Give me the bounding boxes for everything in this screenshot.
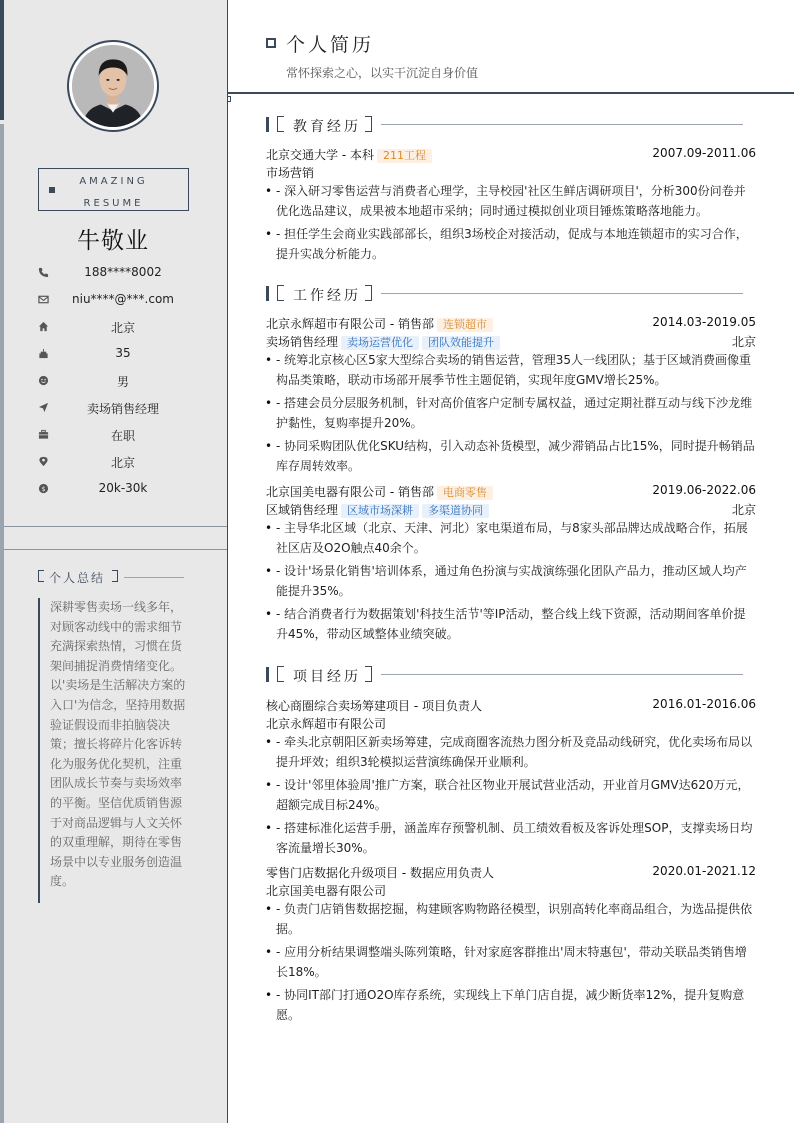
info-row-position [38, 397, 190, 424]
avatar-photo [72, 45, 154, 127]
summary-text: 深耕零售卖场一线多年，对顾客动线中的需求细节充满探索热情，习惯在货架间捕捉消费情绪变化。以'卖场是生活解决方案的入口'为信念，坚持用数据验证假设而非拍脑袋决策；擅长将碎片化客诉转化为服务优化契机，注重团队成长节奏与卖场效率的平衡。坚信优质销售源于对商品逻辑与人文关怀的双重理解，期待在零售场景中以专业服务创造温度。 [38, 598, 188, 903]
major-row [266, 163, 756, 181]
project-name-row [266, 696, 756, 714]
section-title: 教育经历 [293, 119, 361, 135]
person-portrait-icon [72, 45, 154, 127]
list-item: • - 深入研习零售运营与消费者心理学，主导校园'社区生鲜店调研项目'，分析300份问卷并优化选品建议，成果被本地超市采纳；同时通过模拟创业项目锤炼策略落地能力。 [266, 182, 756, 221]
project-bullets [266, 733, 756, 859]
section-bar [266, 286, 269, 301]
project-entry-2 [266, 863, 756, 1030]
info-value: 北京 [110, 456, 135, 470]
header-divider-mark [228, 96, 231, 102]
job-bullets [266, 519, 756, 645]
bracket-left-icon [277, 116, 284, 132]
info-row-hometown [38, 316, 190, 343]
info-row-age [38, 343, 190, 370]
list-item: • - 搭建标准化运营手册，涵盖库存预警机制、员工绩效看板及客诉处理SOP，支撑卖场日均客流量增长30%。 [266, 819, 756, 858]
education-date: 2007.09-2011.06 [652, 146, 756, 160]
info-row-status [38, 424, 190, 451]
sidebar-divider [4, 549, 227, 550]
work-heading [266, 285, 746, 303]
role-tag: 卖场运营优化 [341, 336, 419, 350]
education-row [266, 145, 756, 163]
project-org-row [266, 881, 756, 899]
job-entry-1 [266, 314, 756, 481]
amazing-resume-badge [38, 168, 189, 211]
info-value: 188****8002 [84, 265, 162, 279]
home-icon [38, 321, 49, 332]
section-title: 项目经历 [293, 669, 361, 685]
list-item: • - 结合消费者行为数据策划'科技生活节'等IP活动，整合线上线下资源，活动期间客单价提升45%，带动区域整体业绩突破。 [266, 605, 756, 644]
job-role-row [266, 500, 756, 518]
sidebar-accent-bar-light [0, 124, 4, 1123]
bracket-right-icon [365, 666, 372, 682]
list-item: • - 应用分析结果调整端头陈列策略，针对家庭客群推出'周末特惠包'，带动关联品类销售增长18%。 [266, 943, 756, 982]
badge-line-1: AMAZING [79, 176, 148, 187]
summary-title: 个人总结 [49, 571, 106, 585]
project-org: 北京国美电器有限公司 [266, 884, 387, 898]
cake-icon [38, 348, 49, 359]
section-line [381, 124, 743, 125]
page-subtitle: 常怀探索之心，以实干沉淀自身价值 [286, 66, 479, 80]
section-title: 工作经历 [293, 288, 361, 304]
job-role: 区域销售经理 [266, 503, 339, 517]
list-item: • - 设计'邻里体验周'推广方案，联合社区物业开展试营业活动，开业首月GMV达620万元，超额完成目标24%。 [266, 776, 756, 815]
project-date: 2020.01-2021.12 [652, 864, 756, 878]
company-tag: 连锁超市 [437, 318, 493, 332]
personal-info-list [38, 262, 190, 505]
page-title: 个人简历 [286, 34, 375, 56]
project-bullets [266, 900, 756, 1026]
bracket-right-icon [365, 116, 372, 132]
section-line [381, 674, 743, 675]
job-role-row [266, 332, 756, 350]
main-content [228, 0, 794, 1123]
info-value: 卖场销售经理 [86, 402, 159, 416]
project-org: 北京永辉超市有限公司 [266, 717, 387, 731]
info-row-phone [38, 262, 190, 289]
project-entry-1 [266, 696, 756, 863]
section-line [381, 293, 743, 294]
job-date: 2019.06-2022.06 [652, 483, 756, 497]
list-item: • - 统筹北京核心区5家大型综合卖场的销售运营，管理35人一线团队；基于区域消费画像重构品类策略，联动市场部开展季节性主题促销，实现年度GMV增长25%。 [266, 351, 756, 390]
smile-icon [38, 375, 49, 386]
job-company-row [266, 314, 756, 332]
bracket-left-icon [38, 570, 44, 582]
role-tag: 多渠道协同 [422, 504, 489, 518]
title-square-icon [266, 38, 276, 48]
job-entry-2 [266, 482, 756, 649]
job-role: 卖场销售经理 [266, 335, 339, 349]
info-value: 北京 [110, 321, 135, 335]
summary-heading-line [124, 577, 184, 578]
badge-square-icon [49, 187, 55, 193]
job-date: 2014.03-2019.05 [652, 315, 756, 329]
info-value: 20k-30k [98, 481, 148, 495]
list-item: • - 协同IT部门打通O2O库存系统，实现线上下单门店自提，减少断货率12%，提升复购意愿。 [266, 986, 756, 1025]
info-value: niu****@***.com [72, 292, 174, 306]
location-icon [38, 456, 49, 467]
education-entry [266, 145, 756, 268]
section-bar [266, 667, 269, 682]
project-name: 零售门店数据化升级项目 - 数据应用负责人 [266, 866, 494, 880]
phone-icon [38, 267, 49, 278]
job-city: 北京 [731, 335, 756, 349]
bracket-right-icon [365, 285, 372, 301]
info-value: 35 [115, 346, 131, 360]
role-tag: 区域市场深耕 [341, 504, 419, 518]
info-value: 男 [116, 375, 129, 389]
info-row-gender [38, 370, 190, 397]
school-tag: 211工程 [377, 149, 432, 163]
briefcase-icon [38, 429, 49, 440]
school-name: 北京交通大学 - 本科 [266, 148, 374, 162]
list-item: • - 牵头北京朝阳区新卖场筹建，完成商圈客流热力图分析及竞品动线研究，优化卖场布局以提升坪效；组织3轮模拟运营演练确保开业顺利。 [266, 733, 756, 772]
education-heading [266, 116, 746, 134]
project-org-row [266, 714, 756, 732]
mail-icon [38, 294, 49, 305]
sidebar [0, 0, 228, 1123]
project-date: 2016.01-2016.06 [652, 697, 756, 711]
svg-text:$: $ [41, 484, 46, 493]
education-bullets [266, 182, 756, 264]
info-value: 在职 [110, 429, 135, 443]
list-item: • - 负责门店销售数据挖掘，构建顾客购物路径模型，识别高转化率商品组合，为选品提供依据。 [266, 900, 756, 939]
list-item: • - 协同采购团队优化SKU结构，引入动态补货模型，减少滞销品占比15%，同时提升畅销品库存周转效率。 [266, 437, 756, 476]
bracket-left-icon [277, 285, 284, 301]
info-row-location [38, 451, 190, 478]
company-name: 北京永辉超市有限公司 - 销售部 [266, 317, 434, 331]
candidate-name: 牛敬业 [77, 228, 149, 254]
send-icon [38, 402, 49, 413]
header-divider [228, 92, 794, 94]
section-bar [266, 117, 269, 132]
role-tag: 团队效能提升 [422, 336, 500, 350]
list-item: • - 主导华北区域（北京、天津、河北）家电渠道布局，与8家头部品牌达成战略合作，拓展社区店及O2O触点40余个。 [266, 519, 756, 558]
summary-heading [38, 569, 188, 585]
info-row-salary [38, 478, 190, 505]
list-item: • - 担任学生会商业实践部部长，组织3场校企对接活动，促成与本地连锁超市的实习合作，提升实战分析能力。 [266, 225, 756, 264]
major: 市场营销 [266, 166, 315, 180]
money-icon [38, 483, 49, 494]
job-company-row [266, 482, 756, 500]
company-tag: 电商零售 [437, 486, 493, 500]
project-heading [266, 666, 746, 684]
project-name-row [266, 863, 756, 881]
sidebar-accent-bar [0, 0, 4, 120]
avatar [67, 40, 159, 132]
badge-line-2: RESUME [83, 198, 144, 209]
bracket-right-icon [112, 570, 118, 582]
list-item: • - 搭建会员分层服务机制，针对高价值客户定制专属权益，通过定期社群互动与线下沙龙维护黏性，复购率提升20%。 [266, 394, 756, 433]
list-item: • - 设计'场景化销售'培训体系，通过角色扮演与实战演练强化团队产品力，推动区域人均产能提升35%。 [266, 562, 756, 601]
job-bullets [266, 351, 756, 477]
bracket-left-icon [277, 666, 284, 682]
project-name: 核心商圈综合卖场筹建项目 - 项目负责人 [266, 699, 482, 713]
company-name: 北京国美电器有限公司 - 销售部 [266, 485, 434, 499]
job-city: 北京 [731, 503, 756, 517]
info-row-email [38, 289, 190, 316]
sidebar-divider [4, 526, 227, 527]
